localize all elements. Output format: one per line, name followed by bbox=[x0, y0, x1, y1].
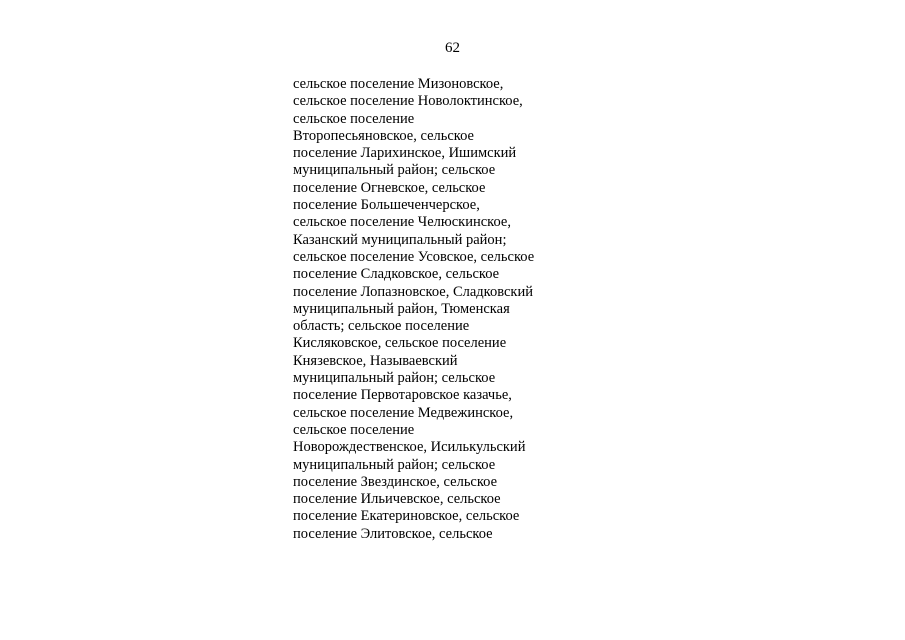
text-line: Кисляковское, сельское поселение bbox=[293, 335, 507, 352]
text-line: муниципальный район; сельское bbox=[293, 162, 496, 179]
text-line: область; сельское поселение bbox=[293, 318, 470, 335]
text-line: муниципальный район; сельское bbox=[293, 370, 496, 387]
text-line: муниципальный район, Тюменская bbox=[293, 300, 510, 317]
text-line: поселение Сладковское, сельское bbox=[293, 266, 500, 283]
text-line: поселение Ильичевское, сельское bbox=[293, 491, 501, 508]
text-line: поселение Екатериновское, сельское bbox=[293, 508, 520, 525]
text-line: поселение Элитовское, сельское bbox=[293, 525, 493, 542]
text-line: муниципальный район; сельское bbox=[293, 456, 496, 473]
text-line: поселение Лопазновское, Сладковский bbox=[293, 283, 533, 300]
text-line: сельское поселение bbox=[293, 110, 415, 127]
text-line: сельское поселение Новолоктинское, bbox=[293, 93, 523, 110]
text-line: поселение Ларихинское, Ишимский bbox=[293, 145, 517, 162]
text-line: Второпесьяновское, сельское bbox=[293, 127, 474, 144]
text-line: поселение Первотаровское казачье, bbox=[293, 387, 512, 404]
page-number: 62 bbox=[445, 40, 460, 56]
text-line: сельское поселение Челюскинское, bbox=[293, 214, 511, 231]
text-line: поселение Звездинское, сельское bbox=[293, 473, 498, 490]
text-line: поселение Большеченчерское, bbox=[293, 197, 480, 214]
text-line: Новорождественское, Исилькульский bbox=[293, 439, 526, 456]
text-line: сельское поселение Мизоновское, bbox=[293, 76, 504, 92]
text-line: сельское поселение Медвежинское, bbox=[293, 404, 514, 421]
text-line: поселение Огневское, сельское bbox=[293, 179, 486, 196]
text-line: Князевское, Называевский bbox=[293, 352, 458, 369]
text-line: Казанский муниципальный район; bbox=[293, 231, 507, 248]
text-block bbox=[293, 76, 583, 543]
text-line: сельское поселение Усовское, сельское bbox=[293, 248, 535, 265]
text-line: сельское поселение bbox=[293, 421, 415, 438]
